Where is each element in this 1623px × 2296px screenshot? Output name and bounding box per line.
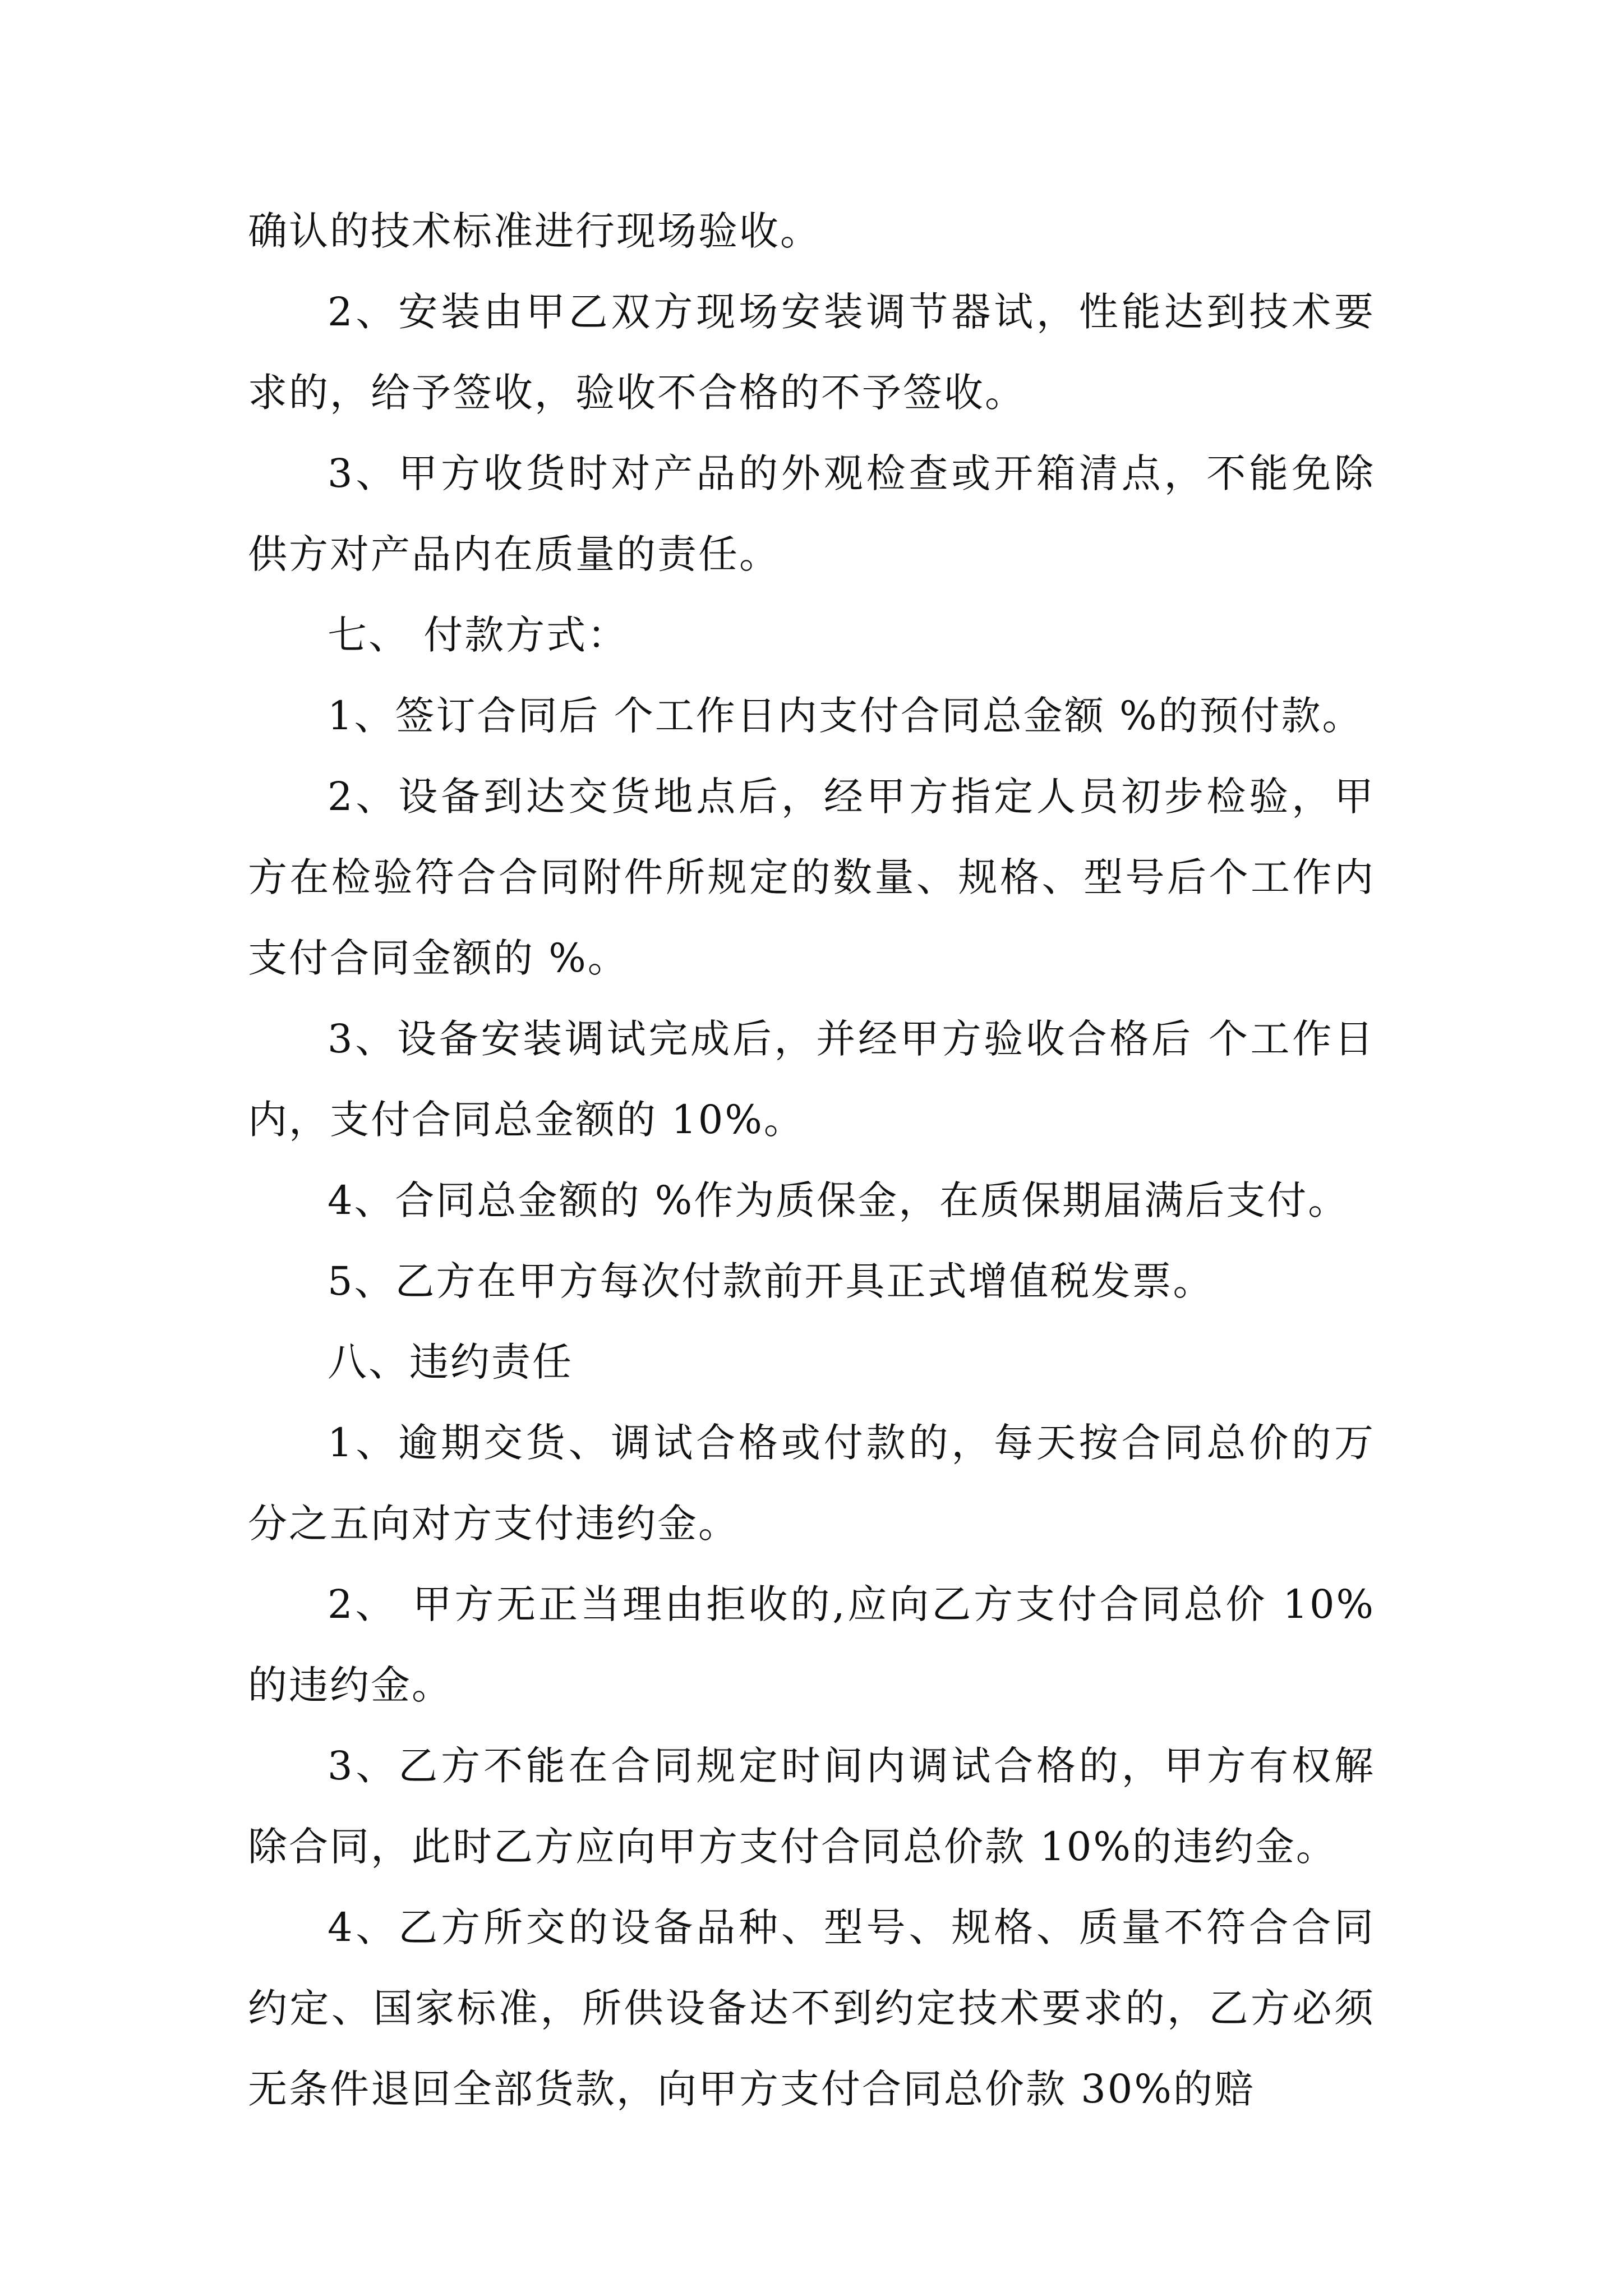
paragraph-liability-nonconformance: 4、乙方所交的设备品种、型号、规格、质量不符合合同约定、国家标准，所供设备达不到约定技术要求的，乙方必须无条件退回全部货款，向甲方支付合同总价款 30%的赔 (248, 1904, 1375, 2112)
document-body (248, 191, 1375, 2129)
paragraph-payment-commissioning: 3、设备安装调试完成后，并经甲方验收合格后 个工作日内，支付合同总金额的 10%。 (248, 1016, 1375, 1143)
paragraph-payment-invoice: 5、乙方在甲方每次付款前开具正式增值税发票。 (328, 1258, 1214, 1304)
paragraph-acceptance-installation: 2、安装由甲乙双方现场安装调节器试，性能达到技术要求的，给予签收，验收不合格的不予签收。 (248, 289, 1375, 416)
paragraph-acceptance-inspection: 3、甲方收货时对产品的外观检查或开箱清点，不能免除供方对产品内在质量的责任。 (248, 450, 1375, 577)
paragraph-payment-advance: 1、签订合同后 个工作日内支付合同总金额 %的预付款。 (328, 693, 1363, 739)
section-heading-payment: 七、 付款方式： (328, 612, 629, 658)
section-heading-liability: 八、违约责任 (328, 1339, 573, 1385)
paragraph-payment-warranty: 4、合同总金额的 %作为质保金，在质保期届满后支付。 (328, 1177, 1349, 1223)
paragraph-liability-rejection: 2、 甲方无正当理由拒收的,应向乙方支付合同总价 10%的违约金。 (248, 1581, 1375, 1708)
paragraph-payment-delivery: 2、设备到达交货地点后，经甲方指定人员初步检验，甲方在检验符合合同附件所规定的数量、规格、型号后个工作内支付合同金额的 %。 (248, 774, 1375, 981)
paragraph-liability-termination: 3、乙方不能在合同规定时间内调试合格的，甲方有权解除合同，此时乙方应向甲方支付合同总价款 10%的违约金。 (248, 1743, 1375, 1870)
paragraph-continuation: 确认的技术标准进行现场验收。 (248, 208, 821, 254)
paragraph-liability-delay: 1、逾期交货、调试合格或付款的，每天按合同总价的万分之五向对方支付违约金。 (248, 1420, 1375, 1547)
